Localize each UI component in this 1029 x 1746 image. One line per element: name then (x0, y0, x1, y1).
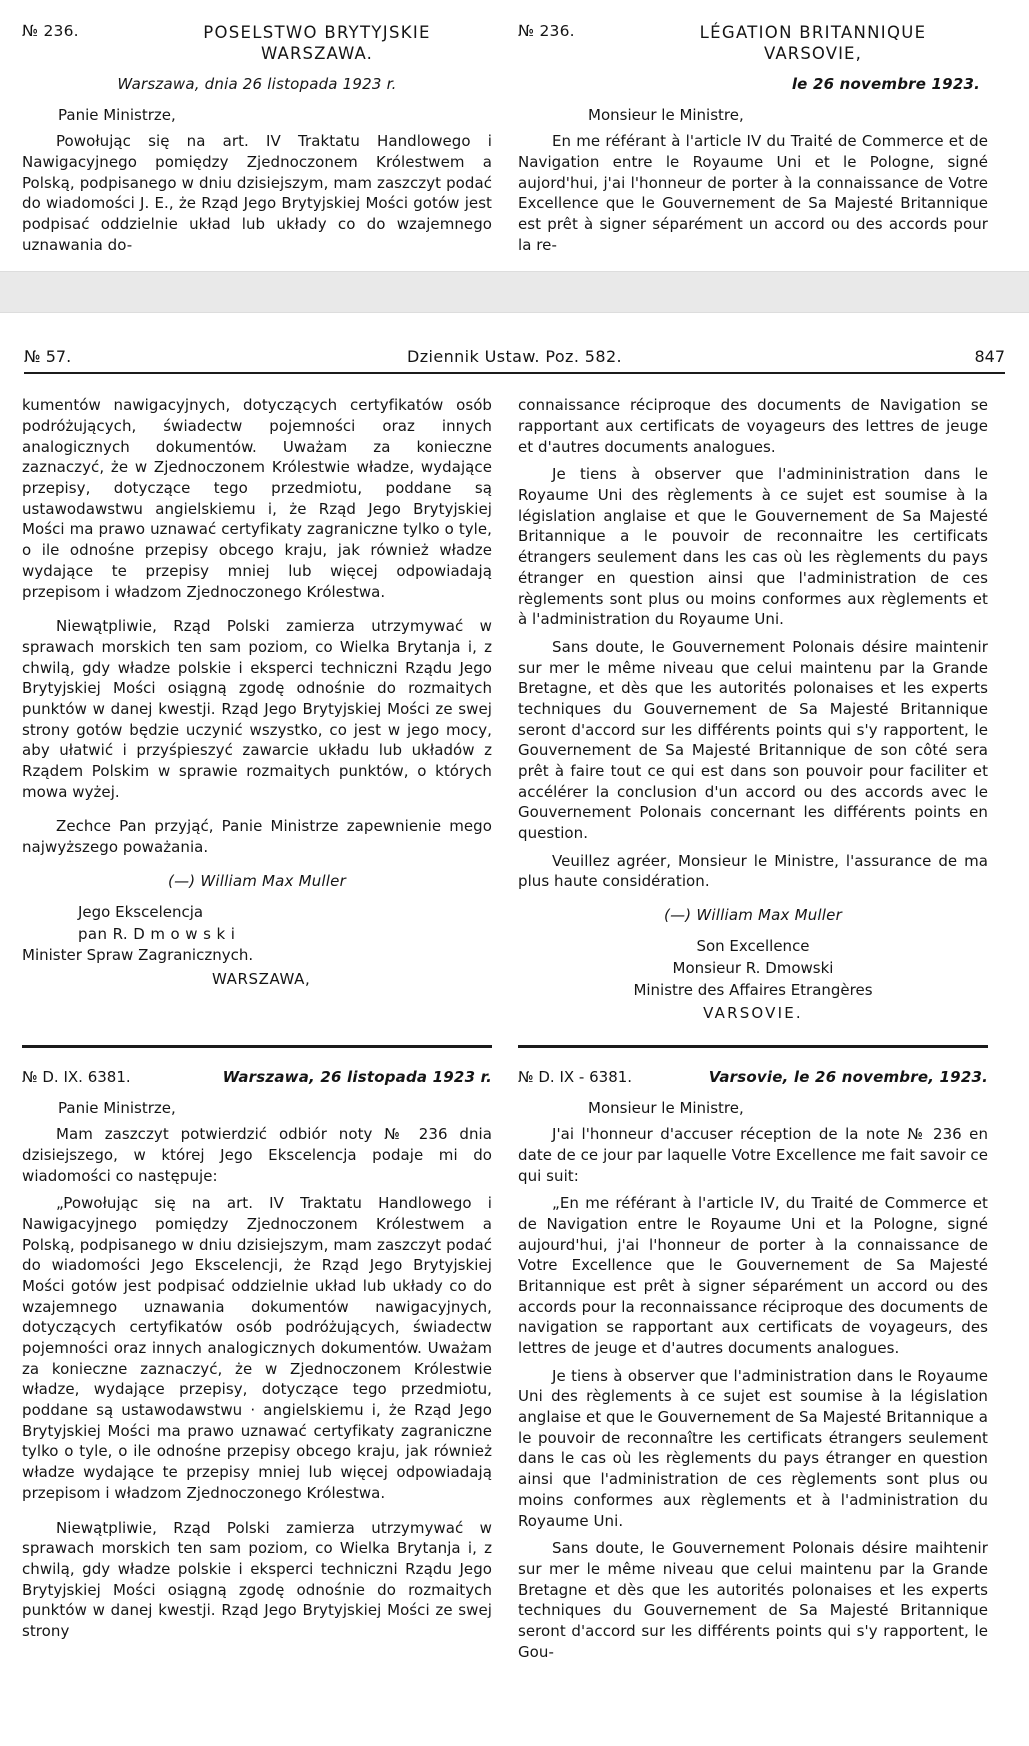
address-right-line4: VARSOVIE. (703, 1004, 803, 1023)
letter-two-right-p3: Je tiens à observer que l'administration dans le Royaume Uni des règlements à ce sujet est soumise à la législation anglaise et que le Gouvernement de Sa Majesté Britannique a le pouvoir de reconnaître les certificats étrangers seulement dans le cas où les règlements du pays étranger en question ainsi que l'administration de ces règlements sont plus ou moins conformes aux règlements et à l'administration du Royaume Uni. (518, 1366, 988, 1530)
letter-two-header-right (518, 1068, 988, 1086)
letter-two-date-right: Varsovie, le 26 novembre, 1923. (708, 1068, 988, 1087)
letter-one-right-p3: Sans doute, le Gouvernement Polonais désire maintenir sur mer le même niveau que celui maintenu par la Grande Bretagne, et dès que les autorités polonaises et les experts techniques du Gouvernement de Sa Majesté Britannique seront d'accord sur les différents points qui s'y rapportent, le Gouvernement de Sa Majesté Britannique de son côté sera prêt à faire tout ce qui est dans son pouvoir pour faciliter et accélérer la conclusion d'un accord ou des accords avec le Gouvernement Polonais concernant les différents points en question. (518, 637, 988, 843)
letter-one-left-column (22, 388, 492, 1025)
page-number: 847 (974, 347, 1005, 367)
address-left-line1: Jego Ekscelencja (78, 902, 204, 921)
letter-separator (0, 1045, 1029, 1048)
letter-header-left (22, 22, 492, 64)
letter-one-left-p3: Zechce Pan przyjąć, Panie Ministrze zapewnienie mego najwyższego poważania. (22, 817, 492, 857)
letter-two-ref-left: № D. IX. 6381. (22, 1068, 131, 1087)
letter-one (0, 388, 1029, 1025)
separator-rule-right (518, 1045, 988, 1048)
running-head-rule (24, 372, 1005, 374)
salutation-left: Panie Ministrze, (58, 106, 176, 125)
address-left-line4: WARSZAWA, (212, 970, 311, 989)
letter-two-salutation-left: Panie Ministrze, (58, 1099, 176, 1118)
top-fragment-left-column (22, 22, 492, 255)
letter-two-right-p2: „En me référant à l'article IV, du Traité de Commerce et de Navigation entre le Royaume Uni et la Pologne, signé aujourd'hui, j'ai l'honneur de porter à la connaissance de Votre Excellence que le Gouvernement de Sa Majesté Britannique est prêt à signer séparément un accord ou des accords pour la reconnaissance réciproque des documents de navigation se rapportant aux certificats de voyageurs, des lettres de jeuge et d'autres documents analogues. (518, 1194, 988, 1358)
letter-one-right-p1: connaissance réciproque des documents de Navigation se rapportant aux certificats de voyageurs des lettres de jeuge et d'autres documents analogues. (518, 396, 988, 456)
running-head-title: Dziennik Ustaw. Poz. 582. (406, 347, 623, 367)
page-gutter (0, 271, 1029, 313)
letter-one-left-p1: kumentów nawigacyjnych, dotyczących certyfikatów osób podróżujących, świadectw pojemności oraz innych analogicznych dokumentów. Uważam za konieczne zaznaczyć, że w Zjednoczonem Królestwie władze, wydające przepisy, dotyczące tego przedmiotu, poddane są ustawodawstwu angielskiemu i, że Rząd Jego Brytyjskiej Mości ma prawo uznawać certyfikaty zagraniczne tylko o tyle, o ile odnośne przepisy obcego kraju, jak również władze wydające te przepisy mniej lub więcej odpowiadają przepisom i władzom Zjednoczonego Królestwa. (22, 396, 492, 601)
letter-one-left-p2: Niewątpliwie, Rząd Polski zamierza utrzymywać w sprawach morskich ten sam poziom, co Wielka Brytanja i, z chwilą, gdy władze polskie i eksperci techniczni Rządu Jego Brytyjskiej Mości osiągną zgodę odnośnie do rozmaitych punktów w danej kwestji. Rząd Jego Brytyjskiej Mości ze swej strony gotów będzie uczynić wszystko, co jest w jego mocy, aby ułatwić i przyśpieszyć zawarcie układu lub układów z Rządem Polskim w sprawie rozmaitych punktów, o których mowa wyżej. (22, 617, 492, 801)
letter-two-date-left: Warszawa, 26 listopada 1923 r. (222, 1068, 492, 1087)
letter-two-ref-right: № D. IX - 6381. (518, 1068, 633, 1087)
letter-two-header-left (22, 1068, 492, 1086)
address-right-line3: Ministre des Affaires Etrangères (633, 980, 873, 999)
separator-rule-left (22, 1045, 492, 1048)
date-line-right: le 26 novembre 1923. (791, 75, 980, 94)
top-fragment (0, 0, 1029, 255)
address-block-left (22, 902, 492, 991)
note-number-left: № 236. (22, 22, 79, 40)
signature-left: (—) William Max Muller (168, 871, 346, 890)
legation-title-left-main: POSELSTWO BRYTYJSKIE (203, 23, 431, 42)
address-right-line2: Monsieur R. Dmowski (672, 958, 834, 977)
paragraph-left: Powołując się na art. IV Traktatu Handlowego i Nawigacyjnego pomiędzy Zjednoczonem Królestwem a Polską, podpisanego w dniu dzisiejszym, mam zaszczyt podać do wiadomości J. E., że Rząd Jego Brytyjskiej Mości gotów jest podpisać oddzielnie układ lub układy co do wzajemnego uznawania do- (22, 132, 492, 254)
address-left-line2: pan R. D m o w s k i (78, 924, 236, 943)
letter-one-right-p4: Veuillez agréer, Monsieur le Ministre, l'assurance de ma plus haute considération. (518, 851, 988, 891)
address-right-line1: Son Excellence (696, 937, 810, 956)
top-fragment-right-column (518, 22, 988, 255)
letter-two-left-p2: „Powołując się na art. IV Traktatu Handlowego i Nawigacyjnego pomiędzy Zjednoczonem Królestwem a Polską, podpisanego w dniu dzisiejszym, mam zaszczyt podać do wiadomości Jego Ekscelencji, że Rząd Jego Brytyjskiej Mości gotów jest podpisać oddzielnie układ lub układy co do wzajemnego uznawania dokumentów nawigacyjnych, dotyczących certyfikatów osób podróżujących, świadectw pojemności oraz innych analogicznych dokumentów. Uważam za konieczne zaznaczyć, że w Zjednoczonem Królestwie władze, wydające przepisy, dotyczące tego przedmiotu, poddane są ustawodawstwu · angielskiemu i, że Rząd Jego Brytyjskiej Mości ma prawo uznawać certyfikaty zagraniczne tylko o tyle, o ile odnośne przepisy obcego kraju, jak również władze wydające te przepisy mniej lub więcej odpowiadają przepisom i władzom Zjednoczonego Królestwa. (22, 1194, 492, 1502)
running-head-issue: № 57. (24, 347, 72, 367)
letter-two-left-p3: Niewątpliwie, Rząd Polski zamierza utrzymywać w sprawach morskich ten sam poziom, co Wielka Brytanja i, z chwilą, gdy władze polskie i eksperci techniczni Rządu Jego Brytyjskiej Mości osiągną zgodę odnośnie do rozmaitych punktów w danej kwestji. Rząd Jego Brytyjskiej Mości ze swej strony (22, 1518, 492, 1640)
letter-one-right-p2: Je tiens à observer que l'admininistration dans le Royaume Uni des règlements à ce sujet est soumise à la législation anglaise et que le Gouvernement de Sa Majesté Britannique a le pouvoir de reconnaitre les certificats étrangers seulement dans les cas où les règlements du pays étranger en question ainsi que l'administration de ces règlements sont plus ou moins conformes aux règlements et à l'administration du Royaume Uni. (518, 465, 988, 629)
letter-header-right (518, 22, 988, 64)
address-block-right (518, 936, 988, 1025)
legation-title-right-main: LÉGATION BRITANNIQUE (699, 23, 927, 42)
legation-title-right (638, 22, 988, 64)
letter-two-right-p4: Sans doute, le Gouvernement Polonais désire maihtenir sur mer le même niveau que celui maintenu par la Grande Bretagne et dès que les autorités polonaises et les experts techniques du Gouvernement de Sa Majesté Britannique seront d'accord sur les différents points qui s'y rapportent, le Gou- (518, 1539, 988, 1661)
letter-two (0, 1068, 1029, 1662)
letter-one-right-column (518, 388, 988, 1025)
date-line-left: Warszawa, dnia 26 listopada 1923 r. (117, 75, 397, 94)
signature-right: (—) William Max Muller (664, 906, 842, 925)
legation-title-right-sub: VARSOVIE, (764, 44, 862, 64)
letter-two-salutation-right: Monsieur le Ministre, (588, 1099, 744, 1118)
paragraph-right: En me référant à l'article IV du Traité de Commerce et de Navigation entre le Royaume Uni et le Pologne, signé aujord'hui, j'ai l'honneur de porter à la connaissance de Votre Excellence que le Gouvernement de Sa Majesté Britannique est prêt à signer séparément un accord ou des accords pour la re- (518, 132, 988, 254)
legation-title-left-sub: WARSZAWA. (261, 44, 373, 64)
page-bottom-fade (0, 1712, 1029, 1746)
letter-two-left-p1: Mam zaszczyt potwierdzić odbiór noty № 236 dnia dzisiejszego, w której Jego Ekscelencja podaje mi do wiadomości co następuje: (22, 1125, 492, 1185)
letter-two-right-p1: J'ai l'honneur d'accuser réception de la note № 236 en date de ce jour par laquelle Votre Excellence me fait savoir ce qui suit: (518, 1125, 988, 1185)
letter-two-left-column (22, 1068, 492, 1662)
address-left-line3: Minister Spraw Zagranicznych. (22, 946, 254, 965)
letter-two-right-column (518, 1068, 988, 1662)
note-number-right: № 236. (518, 22, 575, 40)
legation-title-left (142, 22, 492, 64)
salutation-right: Monsieur le Ministre, (588, 106, 744, 125)
running-head (0, 347, 1029, 366)
